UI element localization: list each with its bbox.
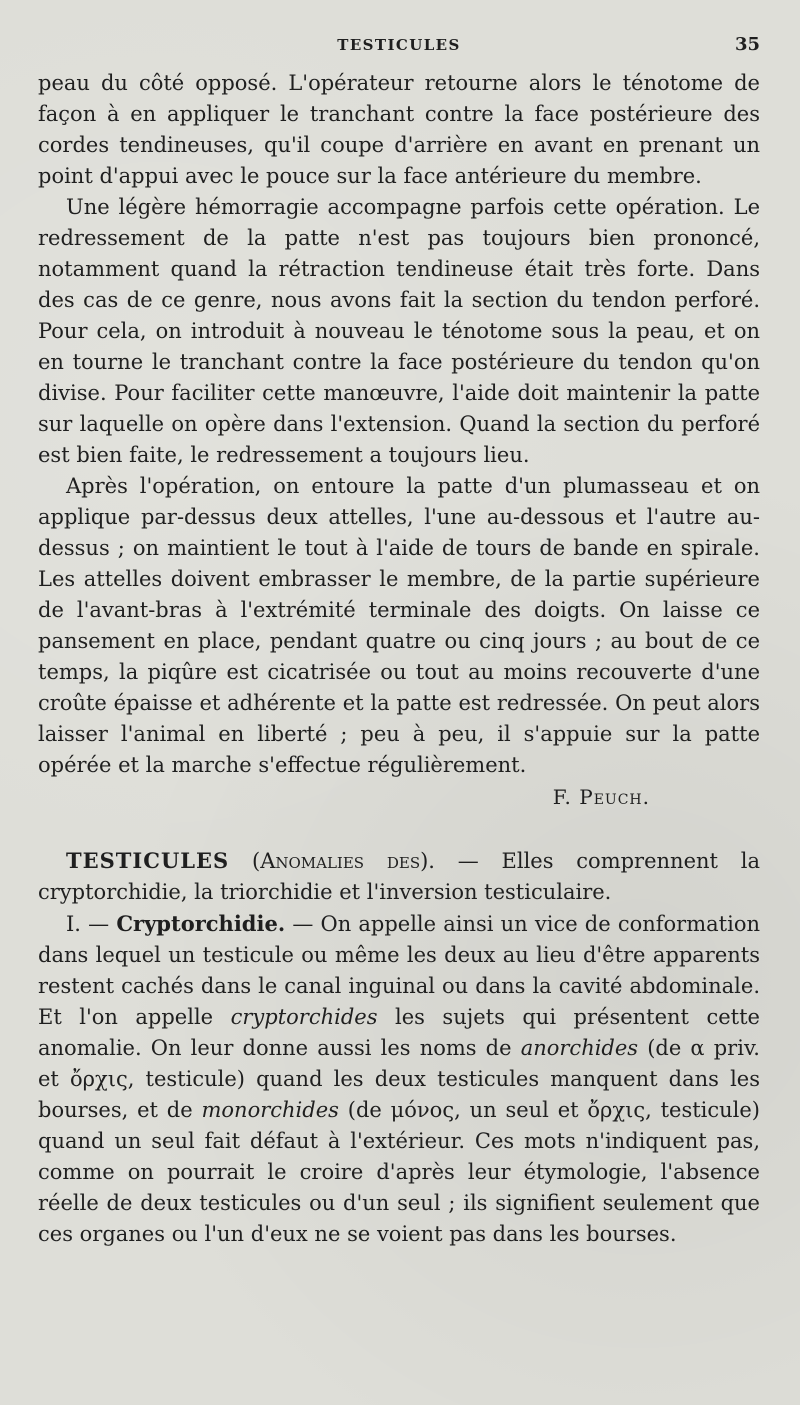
signature-name: Peuch. <box>579 785 650 809</box>
paragraph-1: peau du côté opposé. L'opérateur retourne alors le ténotome de façon à en appliquer le tranchant contre la face postérieure des cordes tendineuses, qu'il coupe d'arrière en avant en prenant un point d'appui avec le pouce sur la face antérieure du membre. <box>38 71 760 188</box>
running-head <box>38 30 760 58</box>
running-title: TESTICULES <box>337 36 461 54</box>
section-heading: TESTICULES <box>66 848 230 873</box>
subsection-text-b: les sujets qui présentent cette anomalie. On leur donne aussi les noms de <box>38 1005 760 1060</box>
subsection-title: Cryptorchidie. <box>116 911 286 936</box>
page-number: 35 <box>734 34 760 55</box>
term-cryptorchides: cryptorchides <box>230 1005 378 1029</box>
section-paragraph <box>38 845 760 908</box>
subsection-paragraph <box>38 908 760 1250</box>
subsection-dash: — <box>88 912 110 936</box>
section-intro: — Elles comprennent la cryptorchidie, la triorchidie et l'inversion testiculaire. <box>38 849 760 904</box>
signature-initial: F. <box>552 785 572 809</box>
subsection-text-d: (de μόνος, un seul et ὄρχις, testicule) quand un seul fait défaut à l'extérieur. Ces mots n'indiquent pas, comme on pourrait le croire d'après leur étymologie, l'absence réelle de deux testicules ou d'un seul ; ils signifient seulement que ces organes ou l'un d'eux ne se voient pas dans les bourses. <box>38 1098 760 1246</box>
author-signature <box>38 782 760 813</box>
term-monorchides: monorchides <box>201 1098 339 1122</box>
term-anorchides: anorchides <box>520 1036 639 1060</box>
subsection-text-a: — On appelle ainsi un vice de conformation dans lequel un testicule ou même les deux au lieu d'être apparents restent cachés dans le canal inguinal ou dans la cavité abdominale. Et l'on appelle <box>38 912 760 1029</box>
paragraph-3: Après l'opération, on entoure la patte d'un plumasseau et on applique par-dessus deux attelles, l'une au-dessous et l'autre au-dessus ; on maintient le tout à l'aide de tours de bande en spirale. Les attelles doivent embrasser le membre, de la partie supérieure de l'avant-bras à l'extrémité terminale des doigts. On laisse ce pansement en place, pendant quatre ou cinq jours ; au bout de ce temps, la piqûre est cicatrisée ou tout au moins recouverte d'une croûte épaisse et adhérente et la patte est redressée. On peut alors laisser l'animal en liberté ; peu à peu, il s'appuie sur la patte opérée et la marche s'effectue régulièrement. <box>38 474 760 777</box>
paragraph-2: Une légère hémorragie accompagne parfois cette opération. Le redressement de la patte n'est pas toujours bien prononcé, notamment quand la rétraction tendineuse était très forte. Dans des cas de ce genre, nous avons fait la section du tendon perforé. Pour cela, on introduit à nouveau le ténotome sous la peau, et on en tourne le tranchant contre la face postérieure du tendon qu'on divise. Pour faciliter cette manœuvre, l'aide doit maintenir la patte sur laquelle on opère dans l'extension. Quand la section du perforé est bien faite, le redressement a toujours lieu. <box>38 195 760 467</box>
subsection-text-c: (de α priv. et ὄρχις, testicule) quand les deux testicules manquent dans les bourses, et de <box>38 1036 760 1122</box>
section-gap <box>38 813 760 845</box>
subsection-number: I. <box>66 912 81 936</box>
section-subtitle: (Anomalies des). <box>252 849 435 873</box>
body-text <box>38 68 760 1250</box>
